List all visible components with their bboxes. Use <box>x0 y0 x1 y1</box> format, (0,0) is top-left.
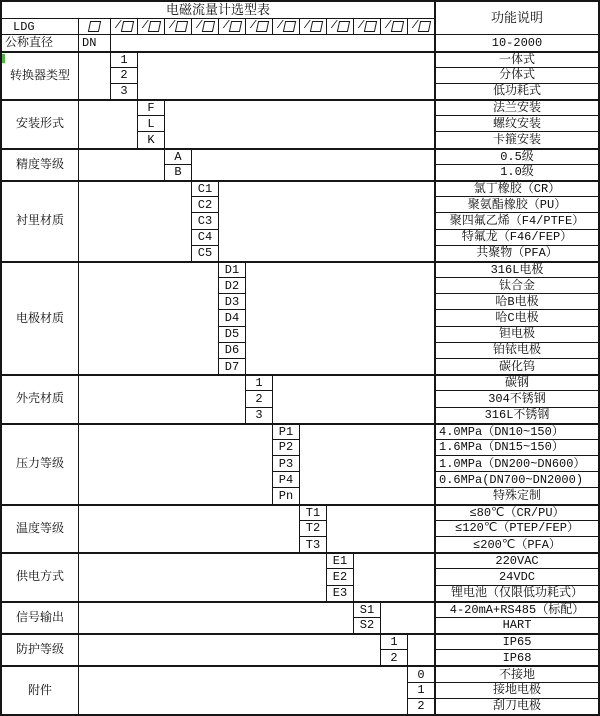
code-cell: P2 <box>272 439 299 455</box>
code-cell: 2 <box>380 649 407 665</box>
function-value: 220VAC <box>434 552 598 568</box>
group-label: 衬里材质 <box>2 180 78 261</box>
function-value: 不接地 <box>434 665 598 681</box>
function-value: 4.0MPa（DN10~150） <box>434 423 598 439</box>
code-cell: E1 <box>326 552 353 568</box>
code-cell: Pn <box>272 487 299 503</box>
code-cell: D3 <box>218 293 245 309</box>
checkbox-placeholder-icon <box>337 21 350 32</box>
checkbox-placeholder-icon <box>391 21 404 32</box>
code-cell: T2 <box>299 520 326 536</box>
function-description-header: 功能说明 <box>434 2 598 34</box>
code-cell: A <box>164 148 191 164</box>
function-value: IP65 <box>434 633 598 649</box>
slash-separator: / <box>168 20 176 33</box>
function-value: 法兰安装 <box>434 99 598 115</box>
checkbox-placeholder-icon <box>121 21 134 32</box>
function-value: 锂电池（仅限低功耗式） <box>434 585 598 601</box>
function-value: 哈C电极 <box>434 309 598 325</box>
function-value: 氯丁橡胶（CR） <box>434 180 598 196</box>
group-right-empty-cell <box>380 601 434 633</box>
function-value: 碳钢 <box>434 374 598 390</box>
checkbox-placeholder-icon <box>202 21 215 32</box>
function-value: 0.5级 <box>434 148 598 164</box>
function-value: IP68 <box>434 649 598 665</box>
function-value: ≤120℃（PTEP/FEP） <box>434 520 598 536</box>
group-right-empty-cell <box>191 148 434 180</box>
checkbox-placeholder-icon <box>256 21 269 32</box>
group-left-empty-cell <box>78 99 137 148</box>
code-cell: 1 <box>380 633 407 649</box>
group-right-empty-cell <box>299 423 434 504</box>
function-value: ≤200℃（PFA） <box>434 536 598 552</box>
function-value: 1.0MPa（DN200~DN600） <box>434 455 598 471</box>
group-left-empty-cell <box>78 423 272 504</box>
function-value: 卡箍安装 <box>434 131 598 147</box>
group-label: 信号输出 <box>2 601 78 633</box>
slash-separator: / <box>357 20 365 33</box>
function-value: 钛合金 <box>434 277 598 293</box>
slash-separator: / <box>303 20 311 33</box>
function-value: 铂铱电极 <box>434 342 598 358</box>
code-cell: D1 <box>218 261 245 277</box>
code-cell: 3 <box>245 407 272 423</box>
diameter-empty-cell <box>110 34 434 50</box>
function-value: 聚氨酯橡胶（PU） <box>434 196 598 212</box>
group-right-empty-cell <box>353 552 434 601</box>
slash-separator: / <box>330 20 338 33</box>
code-cell: K <box>137 131 164 147</box>
group-left-empty-cell <box>78 51 110 100</box>
code-cell: T3 <box>299 536 326 552</box>
code-cell: 2 <box>110 67 137 83</box>
diameter-code: DN <box>78 34 110 50</box>
group-label: 防护等级 <box>2 633 78 665</box>
code-cell: E3 <box>326 585 353 601</box>
group-label: 精度等级 <box>2 148 78 180</box>
function-value: 螺纹安装 <box>434 115 598 131</box>
green-artifact-mark <box>2 54 5 63</box>
function-value: 哈B电极 <box>434 293 598 309</box>
group-left-empty-cell <box>78 504 299 553</box>
code-cell: C4 <box>191 229 218 245</box>
code-cell: S2 <box>353 617 380 633</box>
group-left-empty-cell <box>78 552 326 601</box>
code-cell: L <box>137 115 164 131</box>
group-left-empty-cell <box>78 374 245 423</box>
code-cell: 2 <box>245 390 272 406</box>
model-slash-box-cell <box>164 18 191 34</box>
function-value: 一体式 <box>434 51 598 67</box>
model-slash-box-cell <box>245 18 272 34</box>
function-value: 共聚物（PFA） <box>434 245 598 261</box>
model-slash-box-cell <box>353 18 380 34</box>
group-right-empty-cell <box>164 99 434 148</box>
checkbox-placeholder-icon <box>364 21 377 32</box>
function-value: 低功耗式 <box>434 83 598 99</box>
code-cell: 0 <box>407 665 434 681</box>
code-cell: D4 <box>218 309 245 325</box>
function-value: 0.6MPa(DN700~DN2000) <box>434 471 598 487</box>
code-cell: 1 <box>407 682 434 698</box>
checkbox-placeholder-icon <box>418 21 431 32</box>
group-label: 附件 <box>2 665 78 714</box>
model-slash-box-cell <box>326 18 353 34</box>
function-value: 316L电极 <box>434 261 598 277</box>
code-cell: E2 <box>326 568 353 584</box>
slash-separator: / <box>276 20 284 33</box>
code-cell: T1 <box>299 504 326 520</box>
slash-separator: / <box>411 20 419 33</box>
code-cell: 3 <box>110 83 137 99</box>
group-label: 安装形式 <box>2 99 78 148</box>
code-cell: P4 <box>272 471 299 487</box>
group-right-empty-cell <box>407 633 434 665</box>
group-left-empty-cell <box>78 261 218 374</box>
function-value: 钽电极 <box>434 326 598 342</box>
function-value: 24VDC <box>434 568 598 584</box>
slash-separator: / <box>384 20 392 33</box>
code-cell: 2 <box>407 698 434 714</box>
group-right-empty-cell <box>272 374 434 423</box>
function-value: 316L不锈钢 <box>434 407 598 423</box>
group-label: 转换器类型 <box>2 51 78 100</box>
function-value: 分体式 <box>434 67 598 83</box>
model-slash-box-cell <box>299 18 326 34</box>
code-cell: C3 <box>191 212 218 228</box>
group-right-empty-cell <box>326 504 434 553</box>
group-left-empty-cell <box>78 180 191 261</box>
function-value: 接地电极 <box>434 682 598 698</box>
code-cell: D7 <box>218 358 245 374</box>
function-value: 碳化钨 <box>434 358 598 374</box>
group-left-empty-cell <box>78 148 164 180</box>
model-prefix: LDG <box>2 18 78 34</box>
group-right-empty-cell <box>218 180 434 261</box>
group-left-empty-cell <box>78 633 380 665</box>
group-label: 电极材质 <box>2 261 78 374</box>
function-value: 聚四氟乙烯（F4/PTFE） <box>434 212 598 228</box>
group-label: 供电方式 <box>2 552 78 601</box>
slash-separator: / <box>222 20 230 33</box>
code-cell: P1 <box>272 423 299 439</box>
model-slash-box-cell <box>110 18 137 34</box>
function-value: 1.6MPa（DN15~150） <box>434 439 598 455</box>
diameter-value: 10-2000 <box>434 34 598 50</box>
code-cell: B <box>164 164 191 180</box>
group-label: 外壳材质 <box>2 374 78 423</box>
code-cell: P3 <box>272 455 299 471</box>
code-cell: F <box>137 99 164 115</box>
group-left-empty-cell <box>78 665 407 714</box>
code-cell: S1 <box>353 601 380 617</box>
group-left-empty-cell <box>78 601 353 633</box>
diameter-label: 公称直径 <box>2 34 78 50</box>
slash-separator: / <box>195 20 203 33</box>
code-cell: 1 <box>245 374 272 390</box>
slash-separator: / <box>249 20 257 33</box>
table-title: 电磁流量计选型表 <box>165 2 270 18</box>
slash-separator: / <box>141 20 149 33</box>
slash-separator: / <box>114 20 122 33</box>
group-label: 压力等级 <box>2 423 78 504</box>
checkbox-placeholder-icon <box>88 21 101 32</box>
model-slash-box-cell <box>137 18 164 34</box>
model-box-cell <box>78 18 110 34</box>
code-cell: 1 <box>110 51 137 67</box>
model-slash-box-cell <box>380 18 407 34</box>
function-value: 4-20mA+RS485（标配） <box>434 601 598 617</box>
checkbox-placeholder-icon <box>148 21 161 32</box>
code-cell: D5 <box>218 326 245 342</box>
code-cell: C5 <box>191 245 218 261</box>
function-value: 304不锈钢 <box>434 390 598 406</box>
function-value: ≤80℃（CR/PU） <box>434 504 598 520</box>
group-label: 温度等级 <box>2 504 78 553</box>
model-slash-box-cell <box>218 18 245 34</box>
model-slash-box-cell <box>272 18 299 34</box>
checkbox-placeholder-icon <box>229 21 242 32</box>
code-cell: C2 <box>191 196 218 212</box>
function-value: 1.0级 <box>434 164 598 180</box>
function-value: 特氟龙（F46/FEP） <box>434 229 598 245</box>
code-cell: D6 <box>218 342 245 358</box>
checkbox-placeholder-icon <box>283 21 296 32</box>
checkbox-placeholder-icon <box>175 21 188 32</box>
group-right-empty-cell <box>137 51 434 100</box>
model-slash-box-cell <box>407 18 434 34</box>
group-right-empty-cell <box>245 261 434 374</box>
checkbox-placeholder-icon <box>310 21 323 32</box>
function-value: 刮刀电极 <box>434 698 598 714</box>
function-value: 特殊定制 <box>434 487 598 503</box>
function-value: HART <box>434 617 598 633</box>
code-cell: C1 <box>191 180 218 196</box>
model-slash-box-cell <box>191 18 218 34</box>
code-cell: D2 <box>218 277 245 293</box>
